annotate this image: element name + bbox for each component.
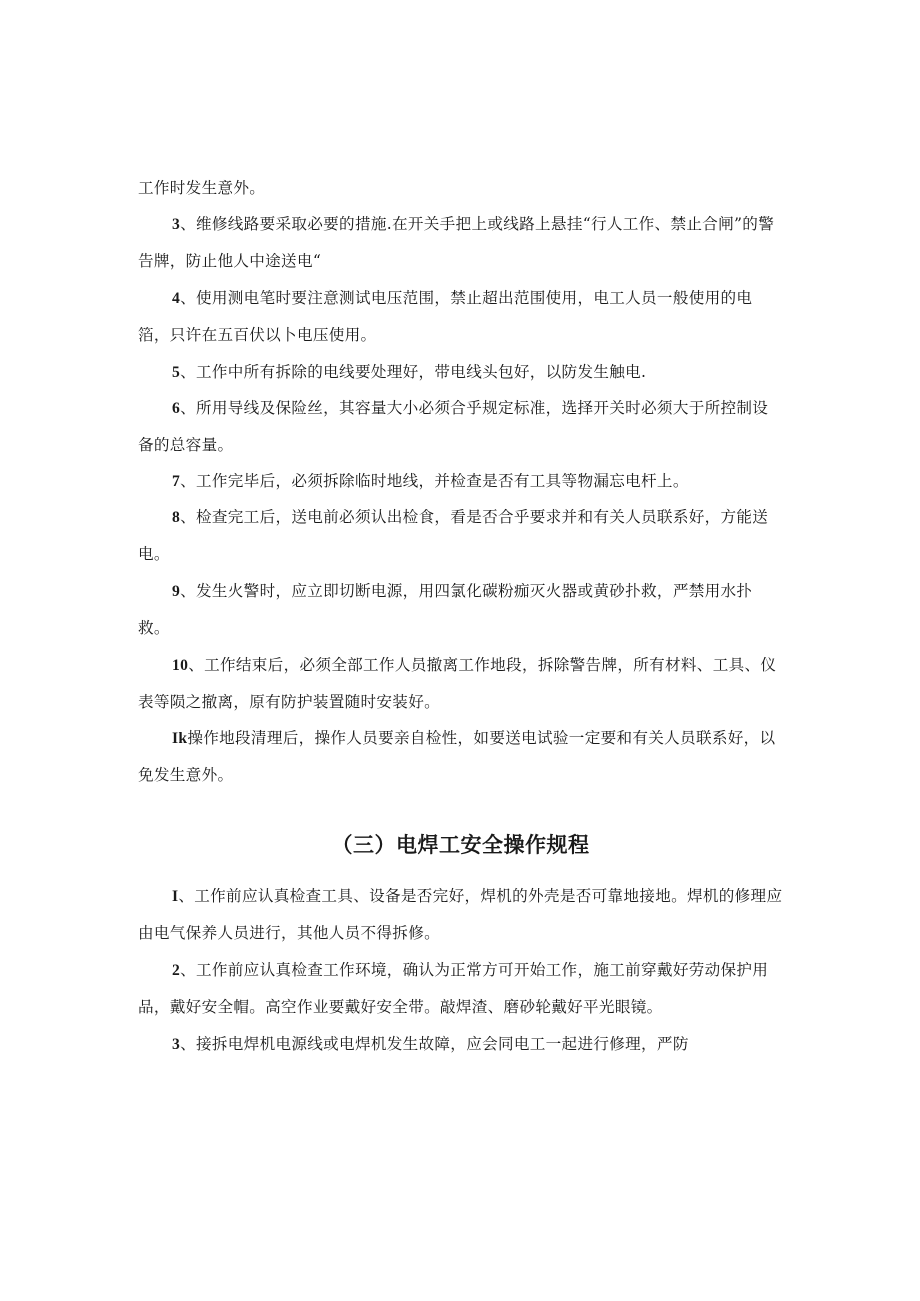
electrician-item-4 — [138, 280, 783, 353]
item-text: 、工作前应认真检查工具、设备是否完好，焊机的外壳是否可靠地接地。焊机的修理应由电气保养人员进行，其他人员不得拆修。 — [138, 887, 783, 942]
item-number: 3 — [172, 216, 181, 233]
electrician-item-7 — [138, 463, 783, 500]
item-number: 5 — [172, 364, 181, 381]
item-text: 、工作完毕后，必须拆除临时地线，并检查是否有工具等物漏忘电杆上。 — [180, 472, 689, 490]
item-text: 、使用测电笔时要注意测试电压范围，禁止超出范围使用，电工人员一般使用的电箔，只许在五百伏以卜电压使用。 — [138, 289, 753, 344]
item-text: 、发生火警时，应立即切断电源，用四氯化碳粉痂灭火器或黄砂扑救，严禁用水扑救。 — [138, 582, 753, 637]
electrician-item-11 — [138, 720, 783, 793]
item-number: 6 — [172, 400, 181, 417]
item-text: 、工作中所有拆除的电线要处理好，带电线头包好，以防发生触电. — [180, 363, 647, 381]
item-number: I — [172, 888, 179, 905]
item-text: 、检查完工后，送电前必须认出检食，看是否合乎要求并和有关人员联系好，方能送电。 — [138, 508, 769, 563]
electrician-item-5 — [138, 354, 783, 391]
welder-item-3 — [138, 1026, 783, 1063]
item-number: 3 — [172, 1036, 181, 1053]
welder-item-1 — [138, 878, 783, 951]
electrician-item-8 — [138, 499, 783, 572]
item-number: 2 — [172, 962, 181, 979]
item-number: 8 — [172, 509, 181, 526]
item-number: 9 — [172, 583, 181, 600]
electrician-item-3 — [138, 206, 783, 279]
item-number: Ik — [172, 730, 188, 747]
item-text: 操作地段清理后，操作人员要亲自检性，如要送电试验一定要和有关人员联系好，以免发生意外。 — [138, 729, 776, 784]
item-text: 、所用导线及保险丝，其容量大小必须合乎规定标准，选择开关时必须大于所控制设备的总容量。 — [138, 399, 769, 454]
electrician-item-9 — [138, 573, 783, 646]
section-heading: （三）电焊工安全操作规程 — [331, 833, 590, 857]
item-text: 、维修线路要采取必要的措施.在开关手把上或线路上悬挂“行人工作、禁止合闸”的警告牌，防止他人中途送电“ — [138, 215, 775, 270]
item-text: 、工作结束后，必须全部工作人员撤离工作地段，拆除警告牌，所有材料、工具、仪表等陨之撤离，原有防护装置随时安装好。 — [138, 656, 777, 711]
item-number: 7 — [172, 473, 181, 490]
welder-item-2 — [138, 952, 783, 1025]
electrician-item-10 — [138, 647, 783, 720]
item-text: 、工作前应认真检查工作环境，确认为正常方可开始工作，施工前穿戴好劳动保护用品，戴好安全帽。高空作业要戴好安全带。敲焊渣、磨砂轮戴好平光眼镜。 — [138, 961, 769, 1016]
continuation-text: 工作时发生意外。 — [138, 179, 266, 197]
item-text: 、接拆电焊机电源线或电焊机发生故障，应会同电工一起进行修理，严防 — [180, 1035, 689, 1053]
electrician-item-6 — [138, 390, 783, 463]
item-number: 4 — [172, 290, 181, 307]
item-number: 10 — [172, 657, 189, 674]
